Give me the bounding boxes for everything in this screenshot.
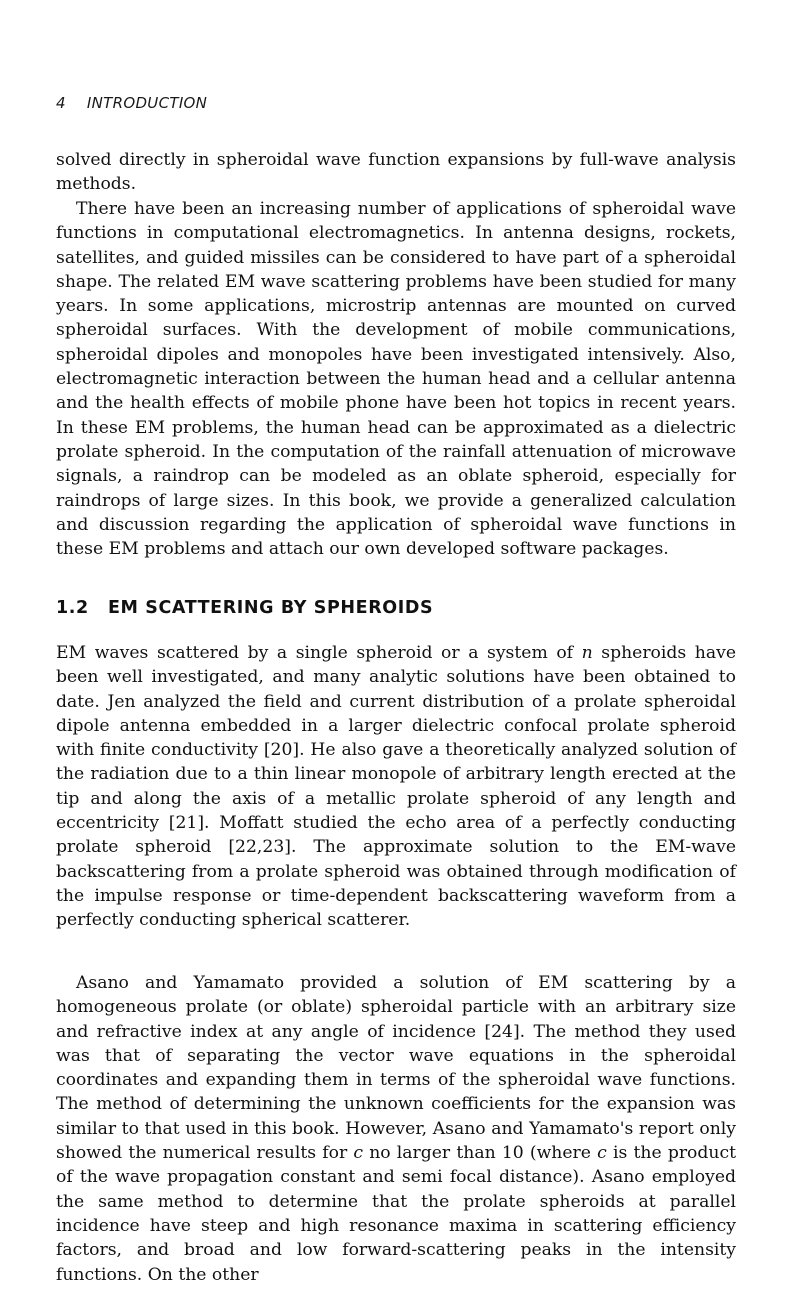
paragraph-text: no larger than 10 (where — [363, 1143, 598, 1164]
section-heading — [56, 598, 736, 618]
paragraph-text: EM waves scattered by a single spheroid or a system of — [56, 643, 582, 663]
running-head — [56, 94, 207, 112]
paragraph-applications: There have been an increasing number of applications of spheroidal wave functions in computational electromagnetics. In antenna designs, rockets, satellites, and guided missiles can be considered to have part of a spheroidal shape. The related EM wave scattering problems have been studied for many years. In some applications, microstrip antennas are mounted on curved spheroidal surfaces. With the development of mobile communications, spheroidal dipoles and monopoles have been investigated intensively. Also, electromagnetic interaction between the human head and a cellular antenna and the health effects of mobile phone have been hot topics in recent years. In these EM problems, the human head can be approximated as a dielectric prolate spheroid. In the computation of the rainfall attenuation of microwave signals, a raindrop can be modeled as an oblate spheroid, especially for raindrops of large sizes. In this book, we provide a generalized calculation and discussion regarding the application of spheroidal wave functions in these EM problems and attach our own developed software packages. — [56, 199, 736, 560]
paragraph-text: is the product of the wave propagation constant and semi focal distance). Asano employed the same method to determine that the prolate spheroids at parallel incidence have steep and high resonance maxima in scattering efficiency factors, and broad and low forward-scattering peaks in the intensity functions. On the other — [56, 1143, 736, 1285]
chapter-title: INTRODUCTION — [86, 94, 208, 112]
paragraph-text: spheroids have been well investigated, and many analytic solutions have been obtained to date. Jen analyzed the field and current distribution of a prolate spheroidal dipole antenna embedded in a larger dielectric confocal prolate spheroid with finite conductivity [20]. He also gave a theoretically analyzed solution of the radiation due to a thin linear monopole of arbitrary length erected at the tip and along the axis of a metallic prolate spheroid of any length and eccentricity [21]. Moffatt studied the echo area of a perfectly conducting prolate spheroid [22,23]. The approximate solution to the EM-wave backscattering from a prolate spheroid was obtained through modification of the impulse response or time-dependent backscattering waveform from a perfectly conducting spherical scatterer. — [56, 643, 736, 931]
page-number: 4 — [56, 94, 66, 112]
paragraph-text: Asano and Yamamato provided a solution of EM scattering by a homogeneous prolate (or oblate) spheroidal particle with an arbitrary size and refractive index at any angle of incidence [24]. The method they used was that of separating the vector wave equations in the spheroidal coordinates and expanding them in terms of the spheroidal wave functions. The method of determining the unknown coefficients for the expansion was similar to that used in this book. However, Asano and Yamamato's report only showed the numerical results for — [56, 973, 736, 1164]
math-symbol-c: c — [353, 1143, 363, 1164]
paragraph-em-scattering — [56, 641, 736, 933]
math-symbol-c: c — [597, 1143, 607, 1164]
paragraph-asano-yamamato — [56, 971, 736, 1287]
section-number: 1.2 — [56, 598, 89, 618]
math-symbol-n: n — [581, 643, 593, 663]
section-title: EM SCATTERING BY SPHEROIDS — [108, 598, 434, 618]
paragraph-continuation: solved directly in spheroidal wave function expansions by full-wave analysis methods. — [56, 150, 736, 195]
